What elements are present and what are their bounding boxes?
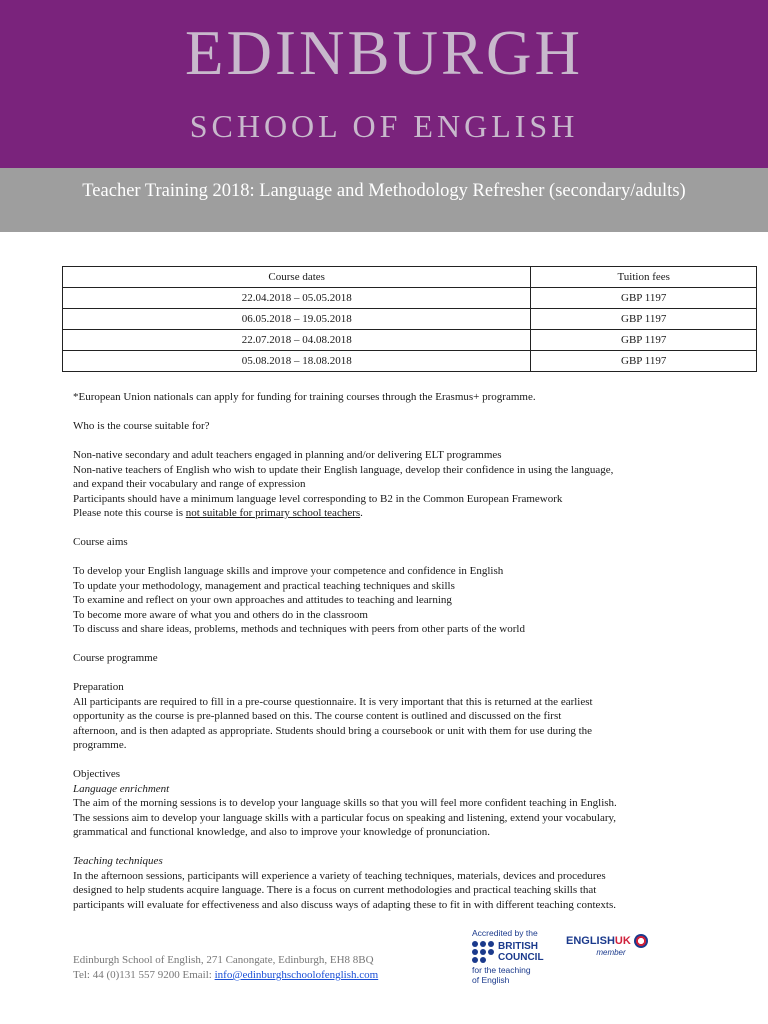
aim-item: To examine and reflect on your own approaches and attitudes to teaching and learning bbox=[73, 594, 452, 606]
column-header: Course dates bbox=[63, 267, 531, 288]
eu-funding-note: *European Union nationals can apply for funding for training courses through the Erasmus+ programme. bbox=[73, 391, 536, 403]
course-date-cell: 22.04.2018 – 05.05.2018 bbox=[63, 288, 531, 309]
suitability-line: Non-native secondary and adult teachers engaged in planning and/or delivering ELT programmes bbox=[73, 449, 502, 461]
tuition-fee-cell: GBP 1197 bbox=[531, 330, 757, 351]
teaching-techniques-text: In the afternoon sessions, participants will experience a variety of teaching techniques, materials, devices and procedures bbox=[73, 869, 606, 882]
course-date-cell: 05.08.2018 – 18.08.2018 bbox=[63, 351, 531, 372]
column-header: Tuition fees bbox=[531, 267, 757, 288]
tuition-fee-cell: GBP 1197 bbox=[531, 288, 757, 309]
contact-line bbox=[73, 968, 473, 983]
subheading-language-enrichment: Language enrichment bbox=[73, 782, 170, 795]
euk-uk-text: UK bbox=[614, 935, 631, 947]
aim-item: To update your methodology, management and practical teaching techniques and skills bbox=[73, 579, 455, 592]
footer-address bbox=[73, 953, 473, 983]
brand-title: EDINBURGH bbox=[185, 18, 583, 88]
course-description bbox=[73, 390, 703, 912]
tuition-fee-cell: GBP 1197 bbox=[531, 351, 757, 372]
section-heading-programme: Course programme bbox=[73, 652, 158, 664]
not-suitable-text: not suitable for primary school teachers bbox=[185, 507, 361, 519]
subheading-objectives: Objectives bbox=[73, 768, 121, 780]
bc-tagline: for the teaching of English bbox=[472, 965, 531, 985]
course-date-cell: 22.07.2018 – 04.08.2018 bbox=[63, 330, 531, 351]
subheading-teaching-techniques: Teaching techniques bbox=[73, 855, 163, 867]
table-row bbox=[63, 351, 757, 372]
table-row bbox=[63, 330, 757, 351]
teaching-techniques-text: participants will evaluate for effectiveness and also discuss ways of adapting these to fit in with different teaching contexts. bbox=[73, 898, 617, 911]
preparation-text: opportunity as the course is pre-planned based on this. The course content is outlined and discussed on the first bbox=[73, 710, 562, 722]
language-enrichment-text: grammatical and functional knowledge, and also to improve your knowledge of pronunciation. bbox=[73, 826, 490, 838]
preparation-text: All participants are required to fill in a pre-course questionnaire. It is very important that this is returned at the earliest bbox=[73, 695, 593, 708]
brand-subtitle: SCHOOL OF ENGLISH bbox=[189, 108, 579, 144]
suitability-line: Non-native teachers of English who wish to update their English language, develop their confidence in using the language, bbox=[73, 463, 614, 476]
euk-english-text: ENGLISH bbox=[566, 935, 615, 947]
course-date-cell: 06.05.2018 – 19.05.2018 bbox=[63, 309, 531, 330]
course-title: Teacher Training 2018: Language and Methodology Refresher (secondary/adults) bbox=[0, 168, 768, 232]
preparation-text: programme. bbox=[73, 739, 127, 751]
address-line: Edinburgh School of English, 271 Canongate, Edinburgh, EH8 8BQ bbox=[73, 954, 374, 966]
table-row bbox=[63, 288, 757, 309]
euk-member-text: member bbox=[596, 948, 626, 957]
aim-item: To become more aware of what you and others do in the classroom bbox=[73, 608, 368, 621]
suitability-line: and expand their vocabulary and range of expression bbox=[73, 478, 306, 490]
suitability-line: Participants should have a minimum language level corresponding to B2 in the Common European Framework bbox=[73, 492, 563, 505]
section-heading-who: Who is the course suitable for? bbox=[73, 420, 210, 432]
aim-item: To develop your English language skills and improve your competence and confidence in English bbox=[73, 565, 504, 577]
course-dates-table bbox=[62, 266, 757, 372]
union-flag-icon bbox=[634, 934, 648, 948]
note-suffix: . bbox=[360, 507, 363, 519]
note-prefix: Please note this course is bbox=[73, 507, 186, 519]
table-row bbox=[63, 309, 757, 330]
bc-name-line: COUNCIL bbox=[498, 952, 544, 963]
bc-name-line: BRITISH bbox=[498, 941, 538, 952]
british-council-logo bbox=[472, 928, 562, 985]
header-banner bbox=[0, 0, 768, 168]
email-link[interactable]: info@edinburghschoolofenglish.com bbox=[214, 969, 379, 981]
language-enrichment-text: The sessions aim to develop your language skills with a particular focus on speaking and listening, extend your vocabulary, bbox=[73, 811, 617, 824]
british-council-dots-icon bbox=[472, 941, 494, 963]
accredited-text: Accredited by the bbox=[472, 928, 538, 938]
tel-text: Tel: 44 (0)131 557 9200 Email: bbox=[73, 969, 215, 981]
subheading-preparation: Preparation bbox=[73, 681, 124, 693]
preparation-text: afternoon, and is then adapted as appropriate. Students should bring a coursebook or unit with them for use during the bbox=[73, 724, 593, 737]
language-enrichment-text: The aim of the morning sessions is to develop your language skills so that you will feel more confident teaching in English. bbox=[73, 797, 617, 809]
teaching-techniques-text: designed to help students acquire language. There is a focus on current methodologies and practical teaching skills that bbox=[73, 884, 597, 896]
suitability-note bbox=[73, 506, 703, 521]
section-heading-aims: Course aims bbox=[73, 536, 128, 548]
table-header-row bbox=[63, 267, 757, 288]
english-uk-logo bbox=[566, 934, 666, 957]
tuition-fee-cell: GBP 1197 bbox=[531, 309, 757, 330]
aim-item: To discuss and share ideas, problems, methods and techniques with peers from other parts of the world bbox=[73, 623, 525, 635]
